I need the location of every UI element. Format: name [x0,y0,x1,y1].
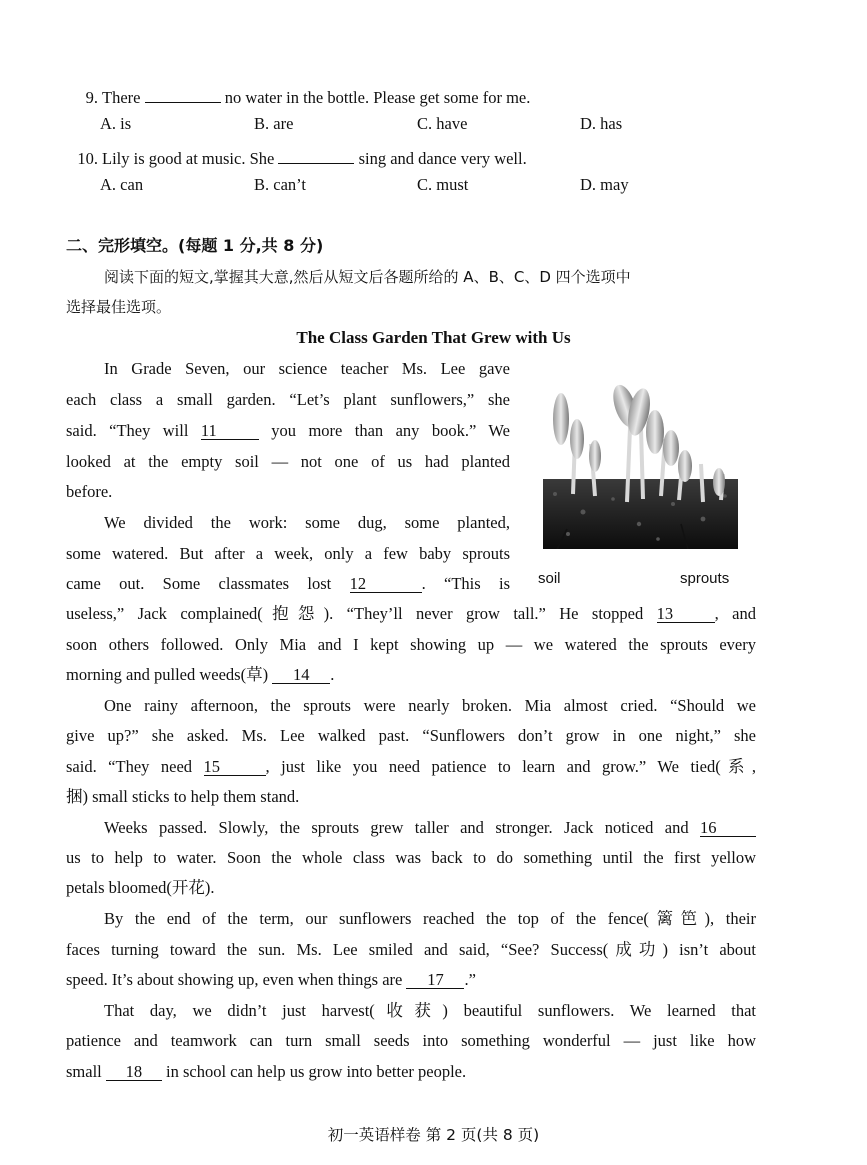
passage-line: faces turning toward the sun. Ms. Lee smiled and said, “See? Success(成功) isn’t about [66,940,756,959]
answer-blank[interactable] [145,84,221,103]
option-a[interactable]: A. is [100,114,132,133]
option-c[interactable]: C. have [417,114,468,133]
passage-line-blank-14 [66,665,756,685]
passage-line: 捆) small sticks to help them stand. [66,787,300,806]
question-9 [66,84,756,108]
passage-line: give up?” she asked. Ms. Lee walked past. “Sunflowers don’t grow in one night,” she [66,726,756,745]
answer-blank-14[interactable]: 14 [272,665,330,684]
section-title: 二、完形填空。(每题 1 分,共 8 分) [66,236,324,255]
passage-text: came out. Some classmates lost [66,574,332,593]
question-10 [66,145,756,169]
passage-line: us to help to water. Soon the whole class was back to do something until the first yellow [66,848,756,867]
passage-line: One rainy afternoon, the sprouts were nearly broken. Mia almost cried. “Should we [104,696,756,715]
answer-blank-12[interactable]: 12 [350,574,422,593]
passage-line: each class a small garden. “Let’s plant sunflowers,” she [66,390,510,409]
passage-text: .” [464,970,476,989]
page-footer: 初一英语样卷 第 2 页(共 8 页) [327,1126,540,1144]
passage-line-blank-18 [66,1062,756,1082]
option-b[interactable]: B. can’t [254,175,306,194]
passage-text: morning and pulled weeds(草) [66,665,269,684]
answer-blank-11[interactable]: 11 [201,421,259,440]
answer-blank-17[interactable]: 17 [406,970,464,989]
passage-line-blank-13 [66,604,756,624]
option-c[interactable]: C. must [417,175,469,194]
passage-text: speed. It’s about showing up, even when things are [66,970,403,989]
sprouts-photo [543,384,738,549]
question-text-start: There [102,88,141,107]
passage-line-blank-12 [66,574,510,594]
option-d[interactable]: D. may [580,175,629,194]
answer-blank-18[interactable]: 18 [106,1062,162,1081]
passage-line-blank-16 [104,818,756,838]
passage-line: before. [66,482,113,501]
question-text-end: no water in the bottle. Please get some for me. [224,88,531,107]
soil-label: soil [538,570,561,587]
question-text-end: sing and dance very well. [358,149,527,168]
passage-text: , just like you need patience to learn and grow.” We tied(系, [265,757,757,776]
section-instructions-cont: 选择最佳选项。 [66,298,172,316]
passage-text: Weeks passed. Slowly, the sprouts grew taller and stronger. Jack noticed and [104,818,689,837]
passage-title: The Class Garden That Grew with Us [296,328,571,347]
passage-text: said. “They will [66,421,189,440]
passage-line-blank-15 [66,757,756,777]
passage-line-blank-11 [66,421,510,441]
passage-text: said. “They need [66,757,193,776]
passage-text: . “This is [421,574,511,593]
option-d[interactable]: D. has [580,114,623,133]
passage-line: soon others followed. Only Mia and I kept showing up — we watered the sprouts every [66,635,756,654]
question-number: 10. [77,149,98,168]
passage-line: We divided the work: some dug, some planted, [104,513,510,532]
answer-blank[interactable] [278,145,354,164]
passage-line: In Grade Seven, our science teacher Ms. Lee gave [104,359,510,378]
section-instructions: 阅读下面的短文,掌握其大意,然后从短文后各题所给的 A、B、C、D 四个选项中 [104,268,631,286]
passage-text: you more than any book.” We [271,421,510,440]
answer-blank-13[interactable]: 13 [657,604,715,623]
answer-blank-15[interactable]: 15 [204,757,266,776]
passage-text: . [330,665,335,684]
passage-text: useless,” Jack complained(抱怨). “They’ll never grow tall.” He stopped [66,604,644,623]
passage-line: patience and teamwork can turn small seeds into something wonderful — just like how [66,1031,756,1050]
answer-blank-16[interactable]: 16 [700,818,756,837]
passage-text: in school can help us grow into better people. [166,1062,467,1081]
option-b[interactable]: B. are [254,114,294,133]
passage-line: looked at the empty soil — not one of us had planted [66,452,510,471]
sprouts-label: sprouts [680,570,730,587]
passage-text: small [66,1062,102,1081]
passage-line: That day, we didn’t just harvest(收获) beautiful sunflowers. We learned that [104,1001,756,1020]
passage-text: , and [714,604,756,623]
passage-line-blank-17 [66,970,756,990]
passage-line: By the end of the term, our sunflowers reached the top of the fence(篱笆), their [104,909,756,928]
question-number: 9. [85,88,98,107]
passage-line: some watered. But after a week, only a few baby sprouts [66,544,510,563]
question-text-start: Lily is good at music. She [102,149,275,168]
option-a[interactable]: A. can [100,175,144,194]
passage-line: petals bloomed(开花). [66,878,215,897]
